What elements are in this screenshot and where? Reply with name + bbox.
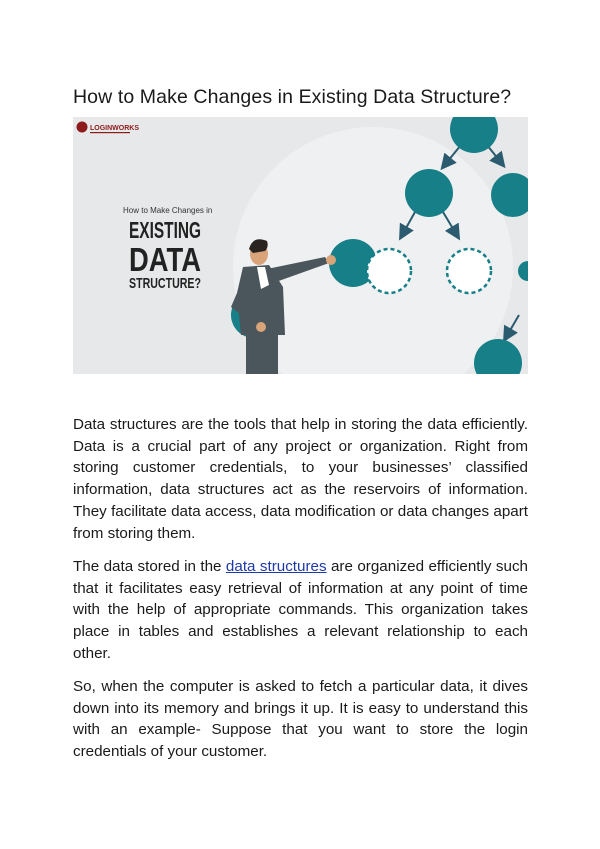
banner-image [73,117,528,374]
logo-mark-icon [77,122,88,133]
banner-heading-data: DATA [129,241,201,278]
paragraph-3: So, when the computer is asked to fetch a particular data, it dives down into its memory and brings it up. It is easy to understand this with an example- Suppose that you want to store the login credentials of your customer. [73,678,528,761]
banner-heading-existing: EXISTING [129,217,201,243]
paragraph-2-text-before: The data stored in the [73,558,226,575]
paragraph-2-text-after: are organized efficiently such that it facilitates easy retrieval of information at any point of time with the help of appropriate commands. This organization takes place in tables and establishes a relevant relationship to each other. [73,558,528,662]
tree-node-edge [518,261,528,281]
tree-node-left [405,169,453,217]
tree-node-empty-1 [367,249,411,293]
banner-heading-small: How to Make Changes in [123,206,213,215]
tree-node-empty-2 [447,249,491,293]
banner-heading-structure: STRUCTURE? [129,275,201,292]
tree-node-root [450,117,498,153]
data-structures-link[interactable]: data structures [225,558,327,575]
loginworks-logo [77,122,140,134]
paragraph-1: Data structures are the tools that help in storing the data efficiently. Data is a crucial part of any project or organization. Right from storing customer credentials, to your businesses’ classified information, data structures act as the reservoirs of information. They facilitate data access, data modification or data changes apart from storing them. [73,416,528,542]
paragraph-2 [73,556,528,665]
logo-text: LOGINWORKS [90,125,139,132]
page-title: How to Make Changes in Existing Data Structure? [73,86,512,108]
